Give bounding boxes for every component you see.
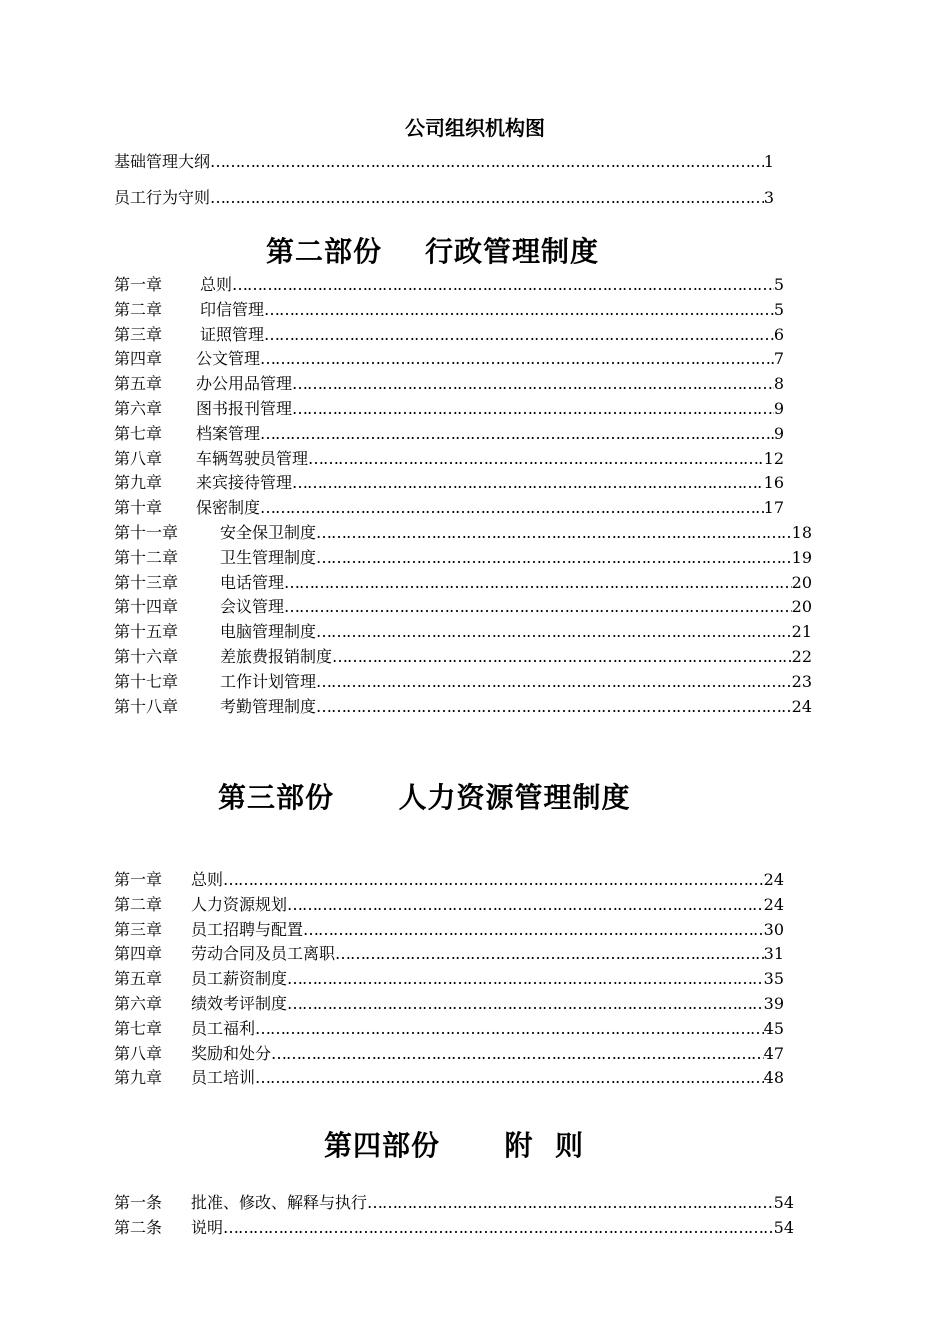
toc-chapter-number: 第六章 [114,994,163,1013]
toc-entry-name: 安全保卫制度 [220,523,317,542]
toc-leader [303,920,764,940]
toc-page-number: 24 [763,894,784,914]
toc-leader [367,1193,774,1213]
toc-chapter-number: 第九章 [114,473,163,493]
toc-page-number: 24 [763,870,784,889]
toc-entry-name: 办公用品管理 [196,374,293,394]
toc-entry-name: 绩效考评制度 [191,994,288,1013]
toc-leader [210,188,764,208]
toc-entry-name: 基础管理大纲 [114,152,211,171]
toc-chapter-number: 第一章 [114,275,163,294]
toc-entry [114,969,784,989]
toc-chapter-number: 第七章 [114,423,163,443]
toc-entry-name: 差旅费报销制度 [220,647,333,666]
toc-entry-name: 员工薪资制度 [191,969,288,989]
toc-chapter-number: 第三章 [114,324,163,344]
toc-entry-name: 总则 [191,870,224,889]
toc-leader [292,473,764,493]
toc-page-number: 6 [773,324,784,344]
toc-entry [114,188,774,208]
toc-entry [114,523,812,543]
toc-entry-name: 印信管理 [200,299,265,319]
toc-entry-name: 员工招聘与配置 [191,919,304,939]
toc-entry-name: 人力资源规划 [191,894,288,914]
toc-entry-name: 会议管理 [220,597,285,617]
toc-leader [287,895,764,915]
toc-entry [114,944,784,964]
toc-leader [271,1044,764,1064]
toc-entry [114,895,784,915]
toc-leader [316,523,792,543]
toc-entry [114,1044,784,1064]
toc-page-number: 24 [791,696,812,716]
toc-page-number: 1 [763,152,774,171]
toc-page-number: 39 [763,994,784,1013]
org-chart-heading: 公司组织机构图 [405,116,545,140]
toc-leader [260,349,774,369]
toc-chapter-number: 第二章 [114,299,163,319]
toc-entry-name: 员工福利 [191,1018,256,1038]
toc-entry [114,498,784,518]
toc-page-number: 5 [773,299,784,319]
toc-chapter-number: 第五章 [114,969,163,989]
toc-entry-name: 保密制度 [196,498,261,518]
toc-entry [114,449,784,469]
toc-chapter-number: 第一章 [114,870,163,889]
toc-leader [260,498,764,518]
toc-page-number: 54 [773,1193,794,1212]
toc-chapter-number: 第一条 [114,1193,163,1212]
toc-entry-name: 电话管理 [220,572,285,592]
toc-chapter-number: 第九章 [114,1068,163,1088]
toc-entry-name: 车辆驾驶员管理 [196,448,309,468]
toc-page-number: 21 [791,622,812,642]
toc-entry-name: 奖励和处分 [191,1043,272,1063]
toc-leader [316,697,792,717]
toc-page-number: 20 [791,597,812,617]
toc-entry-name: 员工行为守则 [114,188,211,207]
toc-page-number: 47 [763,1043,784,1063]
toc-entry-name: 档案管理 [196,423,261,443]
toc-chapter-number: 第二章 [114,894,163,914]
toc-leader [284,597,792,617]
toc-leader [308,449,764,469]
toc-page-number: 12 [763,448,784,468]
toc-leader [316,548,792,568]
toc-entry [114,1218,794,1238]
toc-chapter-number: 第三章 [114,919,163,939]
toc-entry [114,870,784,890]
toc-page-number: 48 [763,1068,784,1088]
toc-chapter-number: 第八章 [114,1043,163,1063]
toc-chapter-number: 第六章 [114,399,163,418]
toc-entry-name: 说明 [191,1217,224,1237]
toc-leader [223,870,764,890]
toc-leader [232,275,774,295]
toc-page-number: 20 [791,572,812,592]
toc-entry [114,548,812,568]
toc-chapter-number: 第十二章 [114,547,179,567]
toc-leader [255,1068,764,1088]
toc-entry [114,697,812,717]
toc-page-number: 17 [763,498,784,518]
toc-leader [332,647,792,667]
toc-entry-name: 卫生管理制度 [220,547,317,567]
toc-chapter-number: 第十一章 [114,523,179,542]
toc-chapter-number: 第十八章 [114,696,179,716]
toc-page-number: 22 [791,647,812,666]
toc-page-number: 16 [763,473,784,493]
toc-page-number: 30 [763,919,784,939]
toc-entry [114,573,812,593]
toc-entry [114,325,784,345]
toc-chapter-number: 第八章 [114,448,163,468]
toc-entry [114,1068,784,1088]
toc-leader [316,672,792,692]
toc-leader [264,300,774,320]
toc-entry [114,374,784,394]
toc-entry-name: 批准、修改、解释与执行 [191,1193,368,1212]
toc-page-number: 9 [773,423,784,443]
toc-page-number: 54 [773,1217,794,1237]
toc-leader [255,1019,764,1039]
toc-chapter-number: 第五章 [114,374,163,394]
toc-entry [114,300,784,320]
toc-entry-name: 图书报刊管理 [196,399,293,418]
toc-page-number: 45 [763,1018,784,1038]
toc-chapter-number: 第十六章 [114,647,179,666]
toc-chapter-number: 第四章 [114,349,163,369]
toc-entry [114,152,774,172]
toc-page-number: 3 [763,188,774,207]
part4-title: 第四部份 附 则 [324,1129,584,1162]
toc-chapter-number: 第七章 [114,1018,163,1038]
toc-entry-name: 电脑管理制度 [220,622,317,642]
toc-entry [114,399,784,419]
toc-leader [316,622,792,642]
toc-page-number: 8 [773,374,784,394]
toc-leader [292,374,774,394]
toc-entry-name: 劳动合同及员工离职 [191,944,336,964]
toc-chapter-number: 第十章 [114,498,163,518]
toc-leader [287,994,764,1014]
toc-page-number: 5 [773,275,784,294]
toc-chapter-number: 第十七章 [114,671,179,691]
toc-page-number: 9 [773,399,784,418]
toc-chapter-number: 第十三章 [114,572,179,592]
toc-entry-name: 来宾接待管理 [196,473,293,493]
toc-entry-name: 员工培训 [191,1068,256,1088]
toc-entry [114,424,784,444]
toc-entry [114,672,812,692]
toc-chapter-number: 第十五章 [114,622,179,642]
toc-leader [223,1218,774,1238]
toc-entry [114,994,784,1014]
toc-entry-name: 总则 [200,275,233,294]
toc-leader [264,325,774,345]
toc-chapter-number: 第十四章 [114,597,179,617]
toc-entry-name: 证照管理 [200,324,265,344]
toc-entry [114,349,784,369]
toc-entry-name: 工作计划管理 [220,671,317,691]
toc-leader [284,573,792,593]
toc-entry [114,920,784,940]
toc-entry [114,1193,794,1213]
part2-title: 第二部份 行政管理制度 [266,235,599,268]
toc-page-number: 19 [791,547,812,567]
toc-entry-name: 公文管理 [196,349,261,369]
toc-entry-name: 考勤管理制度 [220,696,317,716]
toc-page-number: 35 [763,969,784,989]
toc-leader [260,424,774,444]
toc-entry [114,1019,784,1039]
toc-page-number: 7 [773,349,784,369]
toc-entry [114,622,812,642]
toc-leader [292,399,774,419]
toc-page-number: 31 [763,944,784,964]
toc-page-number: 23 [791,671,812,691]
toc-leader [210,152,764,172]
toc-page-number: 18 [791,523,812,542]
toc-entry [114,647,812,667]
toc-entry [114,275,784,295]
toc-leader [287,969,764,989]
toc-chapter-number: 第二条 [114,1217,163,1237]
toc-leader [335,944,764,964]
toc-entry [114,597,812,617]
part3-title: 第三部份 人力资源管理制度 [218,781,631,814]
toc-chapter-number: 第四章 [114,944,163,964]
toc-entry [114,473,784,493]
